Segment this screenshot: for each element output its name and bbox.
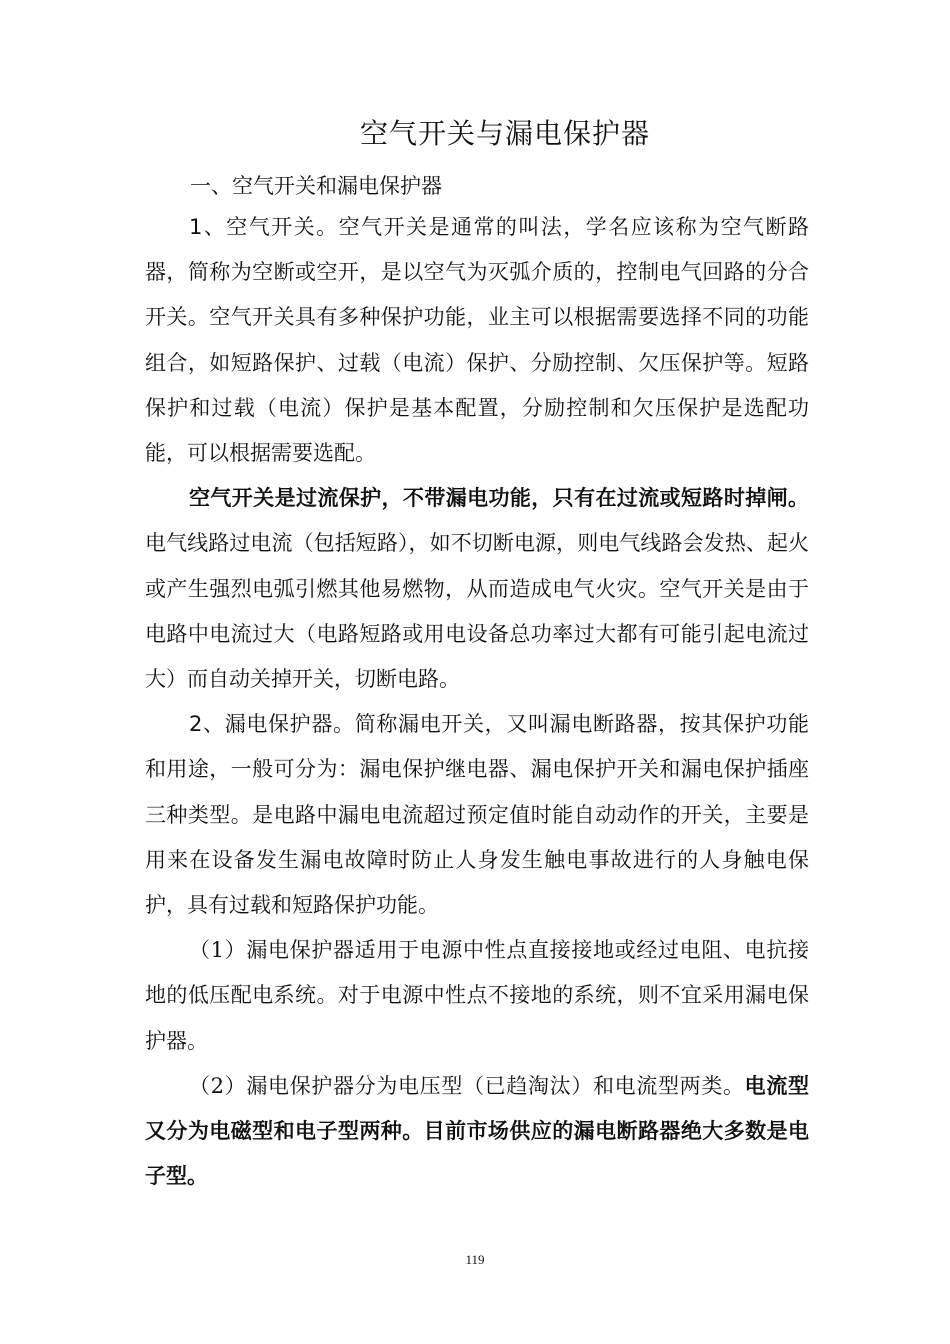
paragraph-lead: 2、漏电保护器 (189, 712, 334, 737)
paragraph-text: 电气线路过电流（包括短路），如不切断电源，则电气线路会发热、起火或产生强烈电弧引燃其他易燃物，从而造成电气火灾。空气开关是由于电路中电流过大（电路短路或用电设备总功率过大都有可能引起电流过大）而自动关掉开关，切断电路。 (145, 531, 809, 692)
emphasis-text: 电流型又分为电磁型和电子型两种。目前市场供应的漏电断路器绝大多数是电子型。 (145, 1073, 810, 1189)
body-text (145, 205, 809, 1199)
paragraph-text: 。简称漏电开关，又叫漏电断路器，按其保护功能和用途，一般可分为：漏电保护继电器、漏电保护开关和漏电保护插座三种类型。是电路中漏电电流超过预定值时能自动动作的开关，主要是用来在设备发生漏电故障时防止人身发生触电事故进行的人身触电保护，具有过载和短路保护功能。 (145, 712, 809, 918)
paragraph-overcurrent (145, 476, 809, 702)
section-heading: 一、空气开关和漏电保护器 (190, 174, 442, 198)
paragraph-text: 。空气开关是通常的叫法，学名应该称为空气断路器，简称为空断或空开，是以空气为灭弧介质的，控制电气回路的分合开关。空气开关具有多种保护功能，业主可以根据需要选择不同的功能组合，如短路保护、过载（电流）保护、分励控制、欠压保护等。短路保护和过载（电流）保护是基本配置，分励控制和欠压保护是选配功能，可以根据需要选配。 (145, 215, 809, 466)
paragraph-item-1 (145, 928, 809, 1064)
paragraph-leakage-protector (145, 702, 809, 928)
paragraph-text: （1）漏电保护器适用于电源中性点直接接地或经过电阻、电抗接地的低压配电系统。对于电源中性点不接地的系统，则不宜采用漏电保护器。 (145, 938, 809, 1053)
page-number: 119 (465, 1252, 485, 1267)
paragraph-lead: 1、空气开关 (189, 215, 317, 239)
paragraph-item-2 (145, 1064, 809, 1200)
paragraph-air-switch (145, 205, 809, 476)
emphasis-text: 空气开关是过流保护，不带漏电功能，只有在过流或短路时掉闸。 (189, 486, 809, 511)
page-title: 空气开关与漏电保护器 (359, 117, 650, 150)
paragraph-text: （2）漏电保护器分为电压型（已趋淘汰）和电流型两类。 (189, 1073, 745, 1098)
